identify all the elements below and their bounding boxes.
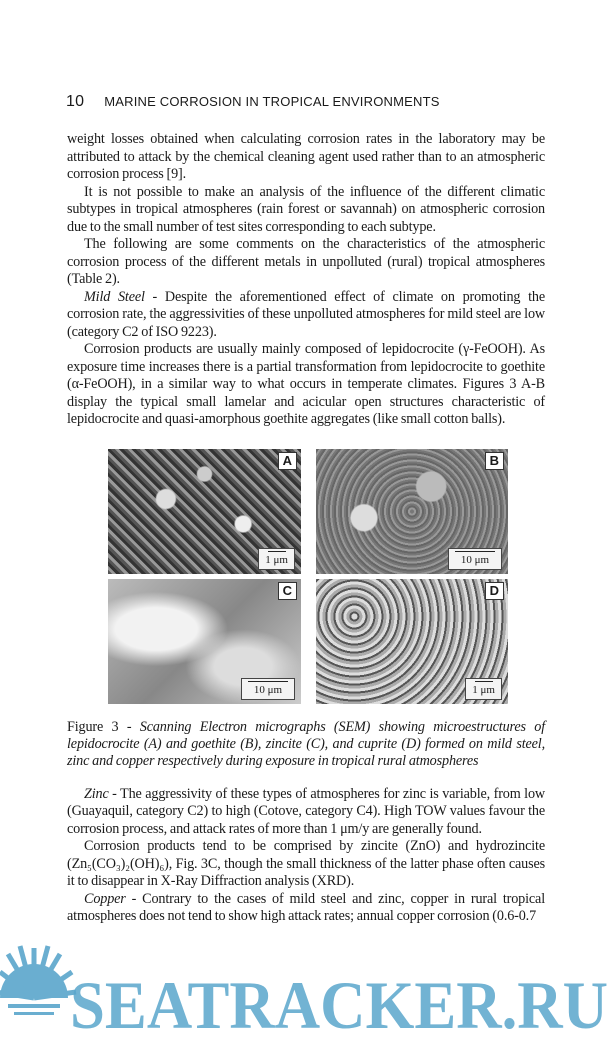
micrograph-d: [316, 579, 508, 704]
micrograph-c: [108, 579, 301, 704]
paragraph: [67, 838, 545, 891]
scale-bar: [465, 678, 502, 700]
paragraph: [67, 289, 545, 342]
figure-caption: [67, 719, 545, 770]
paragraph-lead: Zinc: [84, 785, 109, 802]
paragraph-lead: Copper: [84, 890, 126, 907]
paragraph: [67, 341, 545, 429]
caption-prefix: Figure 3 -: [67, 718, 140, 735]
panel-label: B: [485, 452, 504, 470]
panel-label: C: [278, 582, 297, 600]
paragraph: [67, 891, 545, 926]
paragraph-text: Corrosion products tend to be comprised by zincite (ZnO) and hydrozincite (Zn₅(CO₃)₂(OH)₆), Fig. 3C, though the small thickness of the latter phase often causes it to disappear in X-Ray Diffraction analysis (XRD).: [67, 838, 545, 889]
paragraph: [67, 184, 545, 237]
page-number: 10: [66, 93, 85, 110]
watermark-logo: [0, 940, 613, 1040]
figure-3: [108, 449, 545, 704]
paragraph-text: - Contrary to the cases of mild steel and zinc, copper in rural tropical atmospheres does not tend to show high attack rates; annual copper corrosion (0.6-0.7: [67, 890, 545, 924]
body-text-top: [67, 131, 545, 429]
panel-label: D: [485, 582, 504, 600]
paragraph: [67, 786, 545, 839]
paragraph-text: - The aggressivity of these types of atmospheres for zinc is variable, from low (Guayaquil, category C2) to high (Cotove, category C4). High TOW values favour the corrosion process, and attack rates of more than 1 μm/y are generally found.: [67, 785, 545, 837]
scale-label: 1 μm: [472, 683, 495, 696]
page: [67, 0, 545, 936]
paragraph: [67, 236, 545, 289]
paragraph-text: The following are some comments on the characteristics of the atmospheric corrosion process of the different metals in unpolluted (rural) tropical atmospheres (Table 2).: [67, 236, 545, 287]
body-text-bottom: [67, 786, 545, 926]
paragraph-text: Corrosion products are usually mainly composed of lepidocrocite (γ-FeOOH). As exposure time increases there is a partial transformation from lepidocrocite to goethite (α-FeOOH), in a similar way to what occurs in temperate climates. Figures 3 A-B display the typical small lamelar and acicular open structures characteristic of lepidocrocite and quasi-amorphous goethite aggregates (like small cotton balls).: [67, 341, 545, 427]
scale-label: 10 μm: [460, 553, 490, 566]
scale-bar: [448, 548, 502, 570]
scale-bar: [258, 548, 295, 570]
micrograph-b: [316, 449, 508, 574]
paragraph-text: weight losses obtained when calculating corrosion rates in the laboratory may be attributed to attack by the chemical cleaning agent used rather than to an atmospheric corrosion process [9].: [67, 131, 545, 182]
scale-bar: [241, 678, 295, 700]
panel-label: A: [278, 452, 297, 470]
caption-text: Scanning Electron micrographs (SEM) showing microestructures of lepidocrocite (A) and goethite (B), zincite (C), and cuprite (D) formed on mild steel, zinc and copper respectively during exposure in tropical rural atmospheres: [67, 718, 545, 769]
micrograph-a: [108, 449, 301, 574]
paragraph-lead: Mild Steel: [84, 288, 145, 305]
paragraph-text: It is not possible to make an analysis of the influence of the different climatic subtypes in tropical atmospheres (rain forest or savannah) on atmospheric corrosion due to the small number of test sites corresponding to each subtype.: [67, 183, 545, 235]
running-title: MARINE CORROSION IN TROPICAL ENVIRONMENTS: [104, 94, 440, 109]
watermark-text: SEATRACKER.RU: [70, 966, 608, 1040]
scale-label: 1 μm: [265, 553, 288, 566]
paragraph: [67, 131, 545, 184]
scale-label: 10 μm: [253, 683, 283, 696]
sun-icon: [0, 946, 76, 1015]
running-header: [66, 93, 545, 111]
paragraph-text: - Despite the aforementioned effect of climate on promoting the corrosion rate, the aggressivities of these unpolluted atmospheres for mild steel are low (category C2 of ISO 9223).: [67, 288, 545, 340]
